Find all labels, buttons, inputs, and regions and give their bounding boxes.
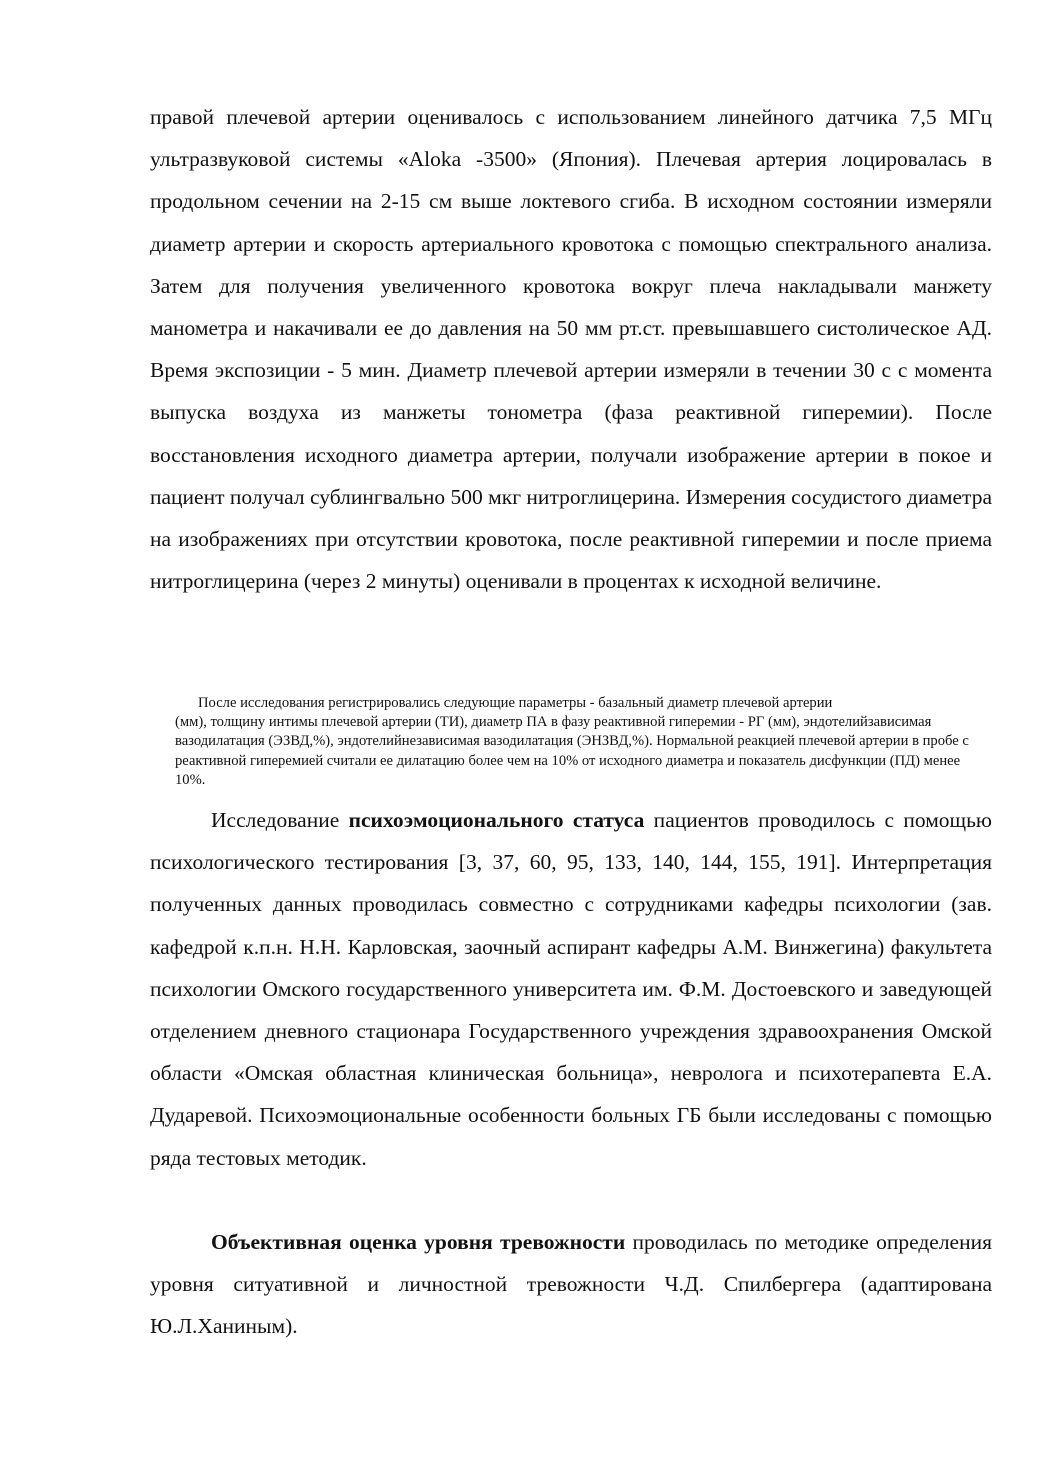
- paragraph-text: проводилась по методике определения уровня ситуативной и личностной тревожности Ч.Д. Спилбергера (адаптирована Ю.Л.Ханиным).: [150, 1230, 992, 1339]
- paragraph-bold-term: психоэмоционального статуса: [348, 808, 645, 832]
- anxiety-assessment-paragraph: [150, 1221, 992, 1348]
- method-paragraph-brachial-artery: [150, 96, 992, 602]
- paragraph-text: правой плечевой артерии оценивалось с использованием линейного датчика 7,5 МГц ультразвуковой системы «Aloka -3500» (Япония). Плечевая артерия лоцировалась в продольном сечении на 2-15 см выше локтевого сгиба. В исходном состоянии измеряли диаметр артерии и скорость артериального кровотока с помощью спектрального анализа. Затем для получения увеличенного кровотока вокруг плеча накладывали манжету манометра и накачивали ее до давления на 50 мм рт.ст. превышавшего систолическое АД. Время экспозиции - 5 мин. Диаметр плечевой артерии измеряли в течении 30 с с момента выпуска воздуха из манжеты тонометра (фаза реактивной гиперемии). После восстановления исходного диаметра артерии, получали изображение артерии в покое и пациент получал сублингвально 500 мкг нитроглицерина. Измерения сосудистого диаметра на изображениях при отсутствии кровотока, после реактивной гиперемии и после приема нитроглицерина (через 2 минуты) оценивали в процентах к исходной величине.: [150, 105, 992, 594]
- paragraph-bold-term: Объективная оценка уровня тревожности: [211, 1230, 626, 1254]
- paragraph-lead: Исследование: [211, 808, 349, 832]
- note-first-line: После исследования регистрировались следующие параметры - базальный диаметр плечевой артерии: [198, 695, 833, 711]
- parameters-note: [175, 694, 975, 790]
- paragraph-text: пациентов проводилось с помощью психологического тестирования [3, 37, 60, 95, 133, 140, 144, 155, 191]. Интерпретация полученных данных проводилась совместно с сотрудниками кафедры психологии (зав. кафедрой к.п.н. Н.Н. Карловская, заочный аспирант кафедры А.М. Винжегина) факультета психологии Омского государственного университета им. Ф.М. Достоевского и заведующей отделением дневного стационара Государственного учреждения здравоохранения Омской области «Омская областная клиническая больница», невролога и психотерапевта Е.А. Дударевой. Психоэмоциональные особенности больных ГБ были исследованы с помощью ряда тестовых методик.: [150, 808, 992, 1170]
- note-rest: (мм), толщину интимы плечевой артерии (ТИ), диаметр ПА в фазу реактивной гиперемии - РГ (мм), эндотелийзависимая вазодилатация (ЭЗВД,%), эндотелийнезависимая вазодилатация (ЭНЗВД,%). Нормальной реакцией плечевой артерии в пробе с реактивной гиперемией считали ее дилатацию более чем на 10% от исходного диаметра и показатель дисфункции (ПД) менее 10%.: [175, 714, 969, 788]
- psychoemotional-status-paragraph: [150, 799, 992, 1179]
